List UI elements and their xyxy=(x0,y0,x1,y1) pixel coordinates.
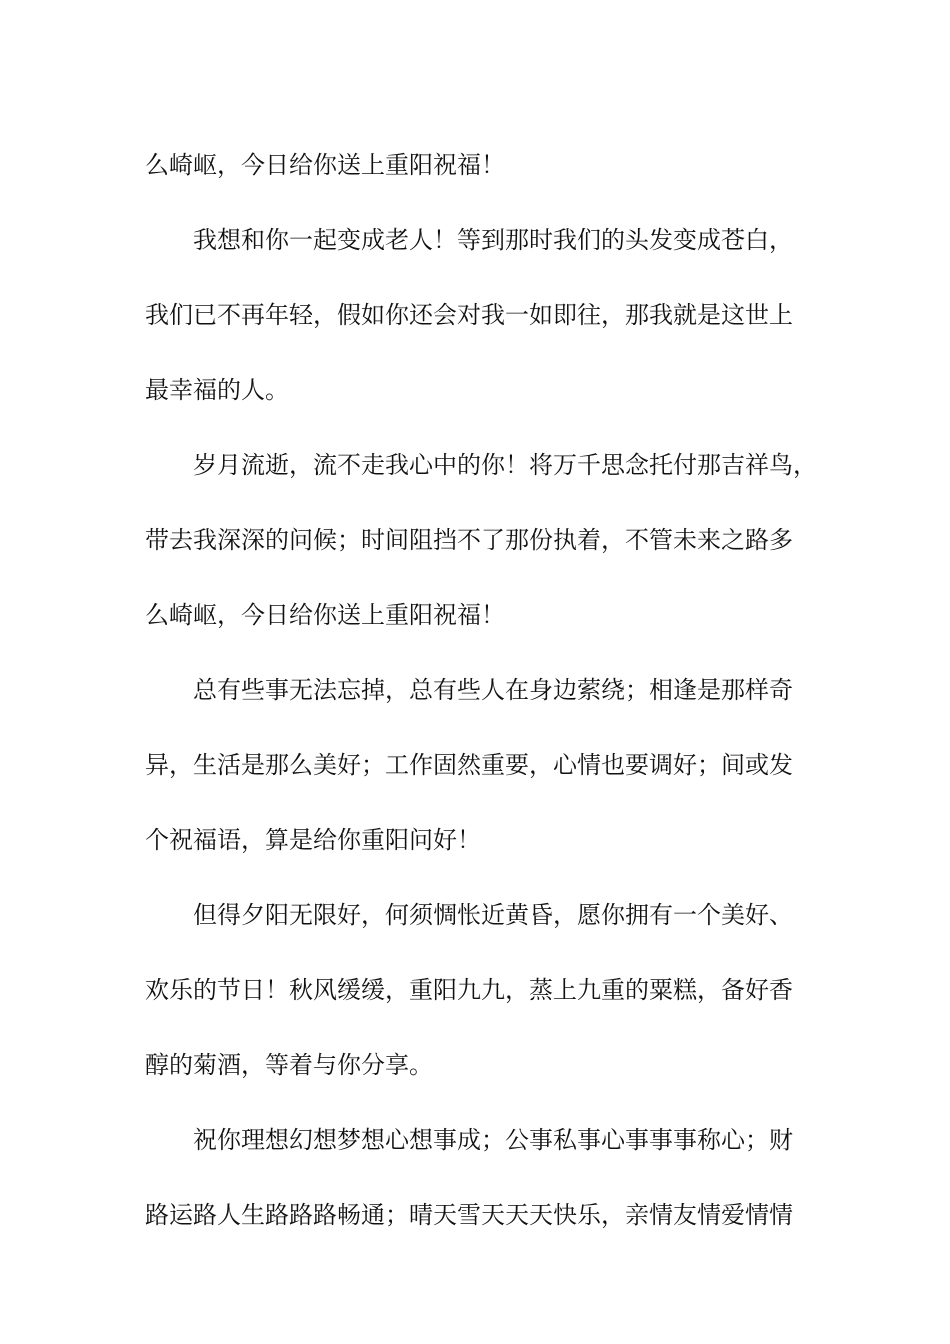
paragraph-line: 但得夕阳无限好，何须惆怅近黄昏，愿你拥有一个美好、 xyxy=(193,901,793,929)
paragraph-line: 总有些事无法忘掉，总有些人在身边萦绕；相逢是那样奇 xyxy=(193,676,793,704)
paragraph-3 xyxy=(145,428,825,653)
paragraph-line: 么崎岖，今日给你送上重阳祝福！ xyxy=(145,601,505,629)
paragraph-line: 最幸福的人。 xyxy=(145,376,289,404)
paragraph-line: 我想和你一起变成老人！等到那时我们的头发变成苍白， xyxy=(193,226,793,254)
paragraph-line: 个祝福语，算是给你重阳问好！ xyxy=(145,826,481,854)
paragraph-line: 醇的菊酒，等着与你分享。 xyxy=(145,1051,433,1079)
paragraph-line: 么崎岖，今日给你送上重阳祝福！ xyxy=(145,151,505,179)
paragraph-line: 异，生活是那么美好；工作固然重要，心情也要调好；间或发 xyxy=(145,751,793,779)
paragraph-line: 祝你理想幻想梦想心想事成；公事私事心事事事称心；财 xyxy=(193,1126,793,1154)
paragraph-6 xyxy=(145,1103,825,1253)
paragraph-2 xyxy=(145,203,825,428)
paragraph-line: 我们已不再年轻，假如你还会对我一如即往，那我就是这世上 xyxy=(145,301,793,329)
paragraph-line: 带去我深深的问候；时间阻挡不了那份执着，不管未来之路多 xyxy=(145,526,793,554)
paragraph-1 xyxy=(145,128,825,203)
paragraph-4 xyxy=(145,653,825,878)
paragraph-line: 欢乐的节日！秋风缓缓，重阳九九，蒸上九重的粟糕，备好香 xyxy=(145,976,793,1004)
paragraph-line: 路运路人生路路路畅通；晴天雪天天天快乐，亲情友情爱情情 xyxy=(145,1201,793,1229)
document-body xyxy=(145,128,825,1253)
paragraph-line: 岁月流逝，流不走我心中的你！将万千思念托付那吉祥鸟， xyxy=(193,451,817,479)
paragraph-5 xyxy=(145,878,825,1103)
